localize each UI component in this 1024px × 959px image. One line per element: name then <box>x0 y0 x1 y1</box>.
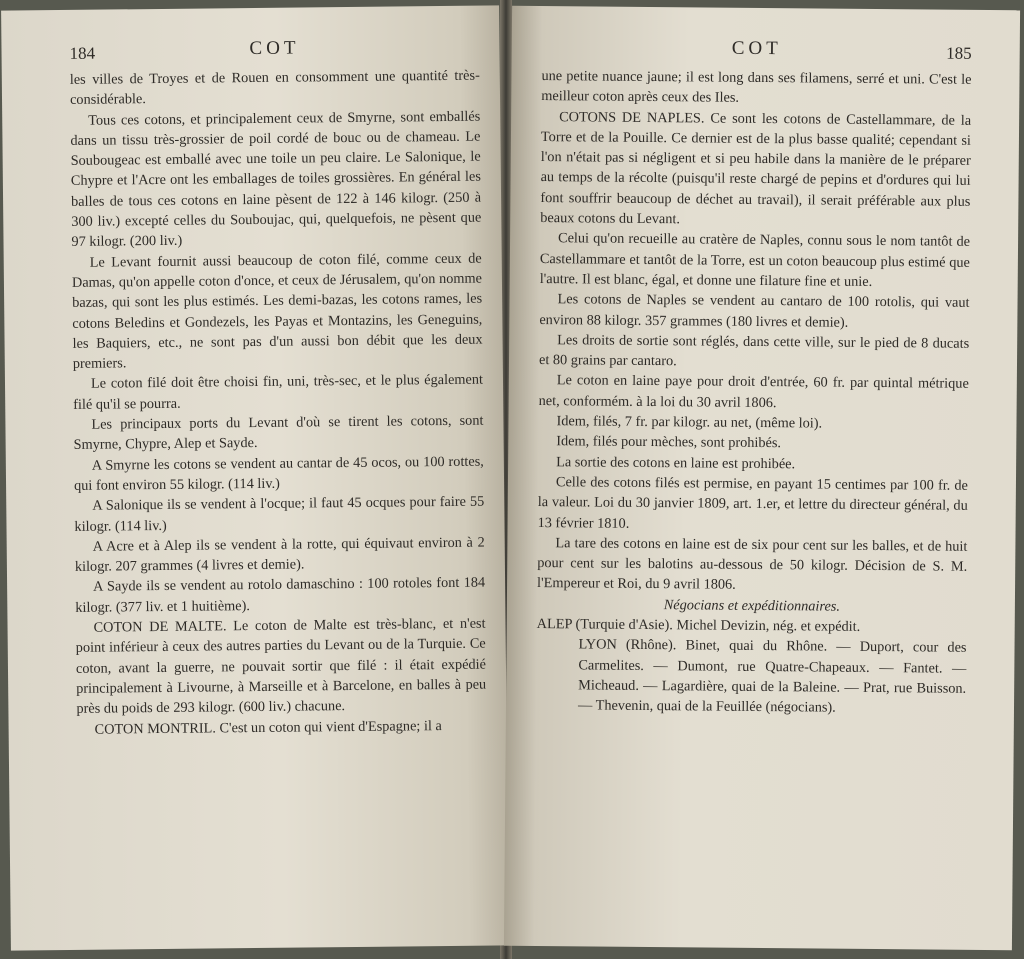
directory-entry: ALEP (Turquie d'Asie). Michel Devizin, nég. et expédit. <box>536 616 861 635</box>
paragraph: Idem, filés, 7 fr. par kilogr. au net, (même loi). <box>556 413 823 432</box>
paragraph: Tous ces cotons, et principalement ceux de Smyrne, sont emballés dans un tissu très-grossier de poil cordé de bouc ou de chameau. Le Soubougeac est emballé avec une toile un peu claire. Le Salonique, le Chypre et l'Acre ont les emballages de toiles grossières. En général les balles de tous ces cotons en laine pèsent de 122 à 146 kilogr. (250 à 300 liv.) excepté celles du Souboujac, qui, quelquefois, ne pèsent que 97 kilogr. (200 liv.) <box>70 108 482 251</box>
directory-entry: LYON (Rhône). Binet, quai du Rhône. — Duport, cour des Carmelites. — Dumont, rue Quatre-Chapeaux. — Fantet. — Micheaud. — Lagardière, quai de la Baleine. — Prat, rue Buisson. — Thevenin, quai de la Feuillée (négocians). <box>577 636 967 716</box>
paragraph: les villes de Troyes et de Rouen en consomment une quantité très-considérable. <box>69 67 480 109</box>
paragraph: Le coton en laine paye pour droit d'entrée, 60 fr. par quintal métrique net, conformém. à la loi du 30 avril 1806. <box>538 372 969 411</box>
paragraph: Idem, filés pour mèches, sont prohibés. <box>556 433 782 452</box>
paragraph: Celle des cotons filés est permise, en payant 15 centimes par 100 fr. de la valeur. Loi du 30 janvier 1809, art. 1.er, et lettre du directeur général, du 13 février 1810. <box>537 474 969 532</box>
section-heading: Négocians et expéditionnaires. <box>663 596 841 615</box>
paragraph: COTONS DE NAPLES. Ce sont les cotons de Castellammare, de la Torre et de la Pouille. Ce dernier est de la plus basse qualité; cependant si l'on n'était pas si négligent et si peu habile dans la manière de le préparer au temps de la récolte (puisqu'il reste chargé de pepins et d'ordures qui lui font souffrir beaucoup de déchet au travail), il serait préférable aux plus beaux cotons du Levant. <box>540 108 972 228</box>
paragraph: Les droits de sortie sont réglés, dans cette ville, sur le pied de 8 ducats et 80 grains par cantaro. <box>538 332 970 370</box>
paragraph: La tare des cotons en laine est de six pour cent sur les balles, et de huit pour cent sur les balotins au-dessous de 50 kilogr. Décision de S. M. l'Empereur et Roi, du 9 avril 1806. <box>537 535 968 594</box>
page-number: 185 <box>946 43 972 63</box>
running-head: COT <box>249 37 300 60</box>
paragraph: A Sayde ils se vendent au rotolo damaschino : 100 rotoles font 184 kilogr. (377 liv. et 1 huitième). <box>75 575 486 616</box>
page-number: 184 <box>69 43 96 63</box>
paragraph: une petite nuance jaune; il est long dans ses filamens, serré et uni. C'est le meilleur coton après ceux des Iles. <box>541 68 972 107</box>
paragraph: A Salonique ils se vendent à l'ocque; il faut 45 ocques pour faire 55 kilogr. (114 liv.) <box>74 493 485 535</box>
left-page <box>1 5 509 950</box>
paragraph: Les principaux ports du Levant d'où se tirent les cotons, sont Smyrne, Chypre, Alep et Sayde. <box>73 412 484 454</box>
right-page <box>504 6 1020 950</box>
paragraph: A Smyrne les cotons se vendent au cantar de 45 ocos, ou 100 rottes, qui font environ 55 kilogr. (114 liv.) <box>73 453 484 494</box>
running-head: COT <box>731 37 782 60</box>
left-page-header <box>69 36 479 70</box>
paragraph: COTON DE MALTE. Le coton de Malte est très-blanc, et n'est point inférieur à ceux des autres parties du Levant ou de la Turquie. Ce coton, avant la guerre, ne pouvait sortir que filé : il était expédié principalement à Livourne, à Marseille et à Barcelone, en balles à peu près du poids de 293 kilogr. (600 liv.) chacune. <box>75 615 487 718</box>
paragraph: Le coton filé doit être choisi fin, uni, très-sec, et le plus également filé qu'il se pourra. <box>73 372 484 413</box>
paragraph: Celui qu'on recueille au cratère de Naples, connu sous le nom tantôt de Castellammare et tantôt de la Torre, est un coton beaucoup plus estimé que l'autre. Il est blanc, égal, et donne une filature fine et unie. <box>539 230 971 290</box>
right-page-header <box>542 36 972 70</box>
paragraph: Les cotons de Naples se vendent au cantaro de 100 rotolis, qui vaut environ 88 kilogr. 357 grammes (180 livres et demie). <box>539 291 970 331</box>
paragraph: A Acre et à Alep ils se vendent à la rotte, qui équivaut environ à 2 kilogr. 207 grammes (4 livres et demie). <box>74 534 485 576</box>
paragraph: COTON MONTRIL. C'est un coton qui vient d'Espagne; il a <box>94 717 442 738</box>
paragraph: Le Levant fournit aussi beaucoup de coton filé, comme ceux de Damas, qu'on appelle coton d'once, et ceux de Jérusalem, qu'on nomme bazas, qui sont les plus estimés. Les demi-bazas, les cotons rames, les cotons Beledins et Gondezels, les Payas et Montazins, les Geneguins, les Baquiers, etc., ne sont pas d'un aussi bon débit que les deux premiers. <box>71 250 483 373</box>
paragraph: La sortie des cotons en laine est prohibée. <box>556 453 796 472</box>
